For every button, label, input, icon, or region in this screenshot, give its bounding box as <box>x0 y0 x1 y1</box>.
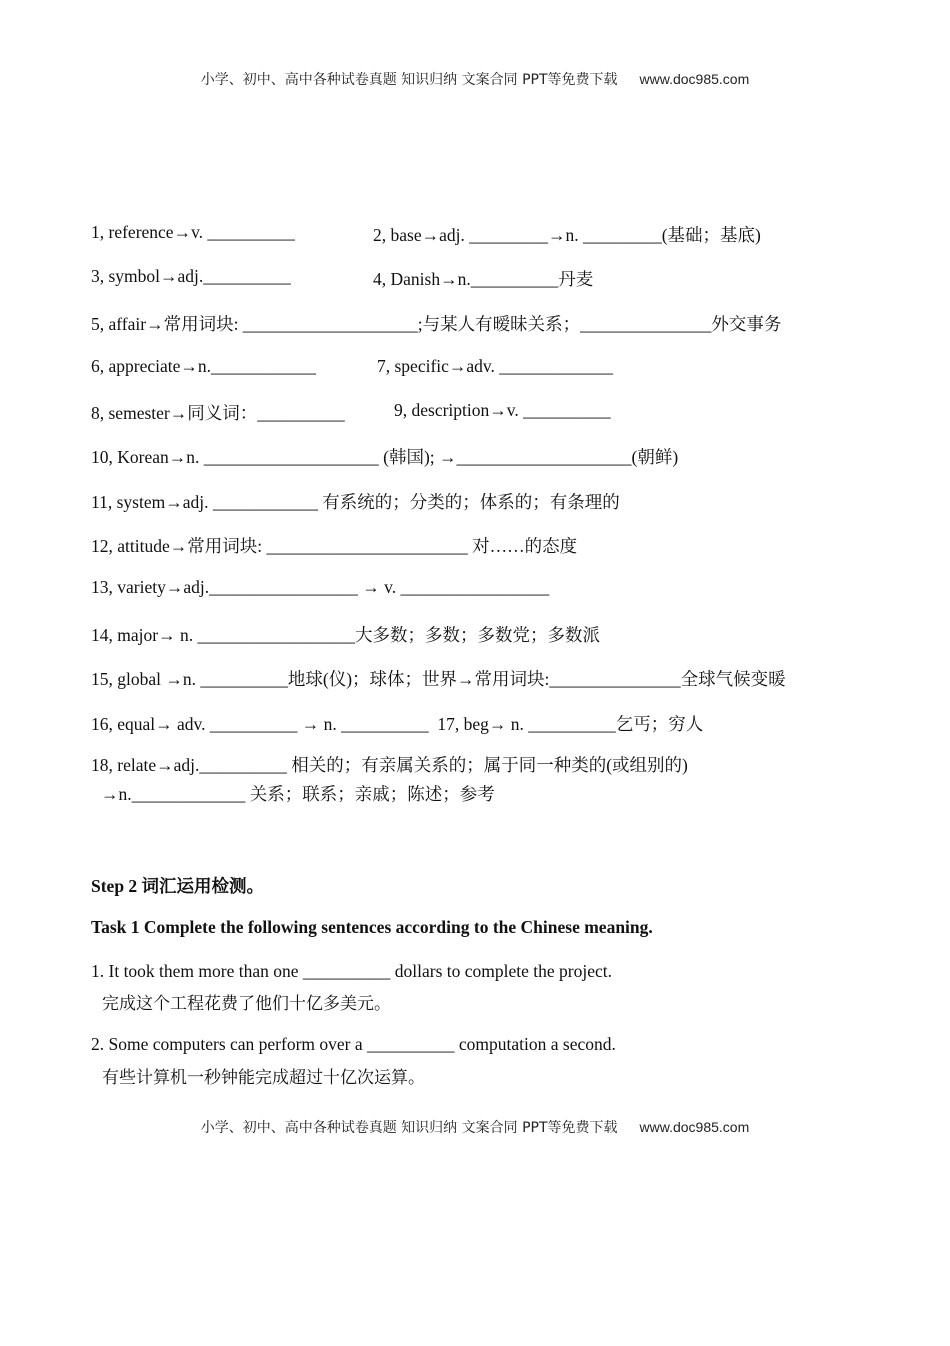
vocab-item-9 <box>394 400 611 421</box>
step2-title: Step 2 词汇运用检测。 <box>91 876 265 896</box>
item-14-text: 14, major→ n. __________________大多数；多数；多数党；多数派 <box>91 625 600 645</box>
vocab-item-14 <box>91 622 600 647</box>
vocab-item-16-17 <box>91 711 703 736</box>
vocab-item-1 <box>91 222 295 243</box>
sentence-1-zh: 完成这个工程花费了他们十亿多美元。 <box>102 994 391 1013</box>
vocab-item-11 <box>91 489 620 514</box>
vocab-item-10 <box>91 444 678 469</box>
vocab-item-4 <box>373 266 593 291</box>
vocab-item-6 <box>91 356 316 377</box>
sentence-1-en: 1. It took them more than one __________ dollars to complete the project. <box>91 961 612 981</box>
vocab-item-15 <box>91 666 786 691</box>
item-18-text: 18, relate→adj.__________ 相关的；有亲属关系的；属于同一种类的(或组别的) <box>91 755 688 775</box>
item-10-text: 10, Korean→n. ____________________ (韩国); →____________________(朝鲜) <box>91 447 679 467</box>
sentence-2-zh: 有些计算机一秒钟能完成超过十亿次运算。 <box>102 1068 425 1087</box>
footer-site: www.doc985.com <box>639 1119 750 1135</box>
item-9-text: 9, description→v. __________ <box>394 400 611 420</box>
vocab-item-7 <box>377 356 613 377</box>
item-11-text: 11, system→adj. ____________ 有系统的；分类的；体系的；有条理的 <box>91 492 620 512</box>
item-13-text: 13, variety→adj._________________ → v. _________________ <box>91 577 550 597</box>
item-5-text: 5, affair→常用词块: ____________________;与某人有暧昧关系；_______________外交事务 <box>91 314 782 334</box>
item-4-text: 4, Danish→n.__________丹麦 <box>373 269 594 289</box>
task1-title: Task 1 Complete the following sentences according to the Chinese meaning. <box>91 917 653 937</box>
vocab-item-12 <box>91 533 577 558</box>
item-6-text: 6, appreciate→n.____________ <box>91 356 317 376</box>
item-7-text: 7, specific→adv. _____________ <box>377 356 614 376</box>
page-footer <box>0 1117 950 1137</box>
page-header <box>0 69 950 89</box>
item-16-17-text: 16, equal→ adv. __________ → n. __________ 17, beg→ n. __________乞丐；穷人 <box>91 714 704 734</box>
vocab-item-18 <box>91 751 859 809</box>
item-18-continuation: →n._____________ 关系；联系；亲戚；陈述；参考 <box>101 784 495 804</box>
vocab-item-8 <box>91 400 345 425</box>
header-text: 小学、初中、高中各种试卷真题 知识归纳 文案合同 PPT等免费下载 <box>200 72 618 88</box>
vocab-item-3 <box>91 266 291 287</box>
item-2-text: 2, base→adj. _________→n. _________(基础；基底) <box>373 225 761 245</box>
vocab-item-2 <box>373 222 761 247</box>
item-12-text: 12, attitude→常用词块: _______________________ 对……的态度 <box>91 536 578 556</box>
vocab-item-5 <box>91 311 781 336</box>
footer-text: 小学、初中、高中各种试卷真题 知识归纳 文案合同 PPT等免费下载 <box>200 1120 618 1136</box>
item-3-text: 3, symbol→adj.__________ <box>91 266 291 286</box>
item-1-text: 1, reference→v. __________ <box>91 222 295 242</box>
header-site: www.doc985.com <box>639 71 750 87</box>
vocab-item-13 <box>91 577 549 598</box>
sentence-2-en: 2. Some computers can perform over a __________ computation a second. <box>91 1034 616 1054</box>
item-15-text: 15, global →n. __________地球(仪)；球体；世界→常用词块:_______________全球气候变暖 <box>91 669 786 689</box>
item-8-text: 8, semester→同义词：__________ <box>91 403 345 423</box>
